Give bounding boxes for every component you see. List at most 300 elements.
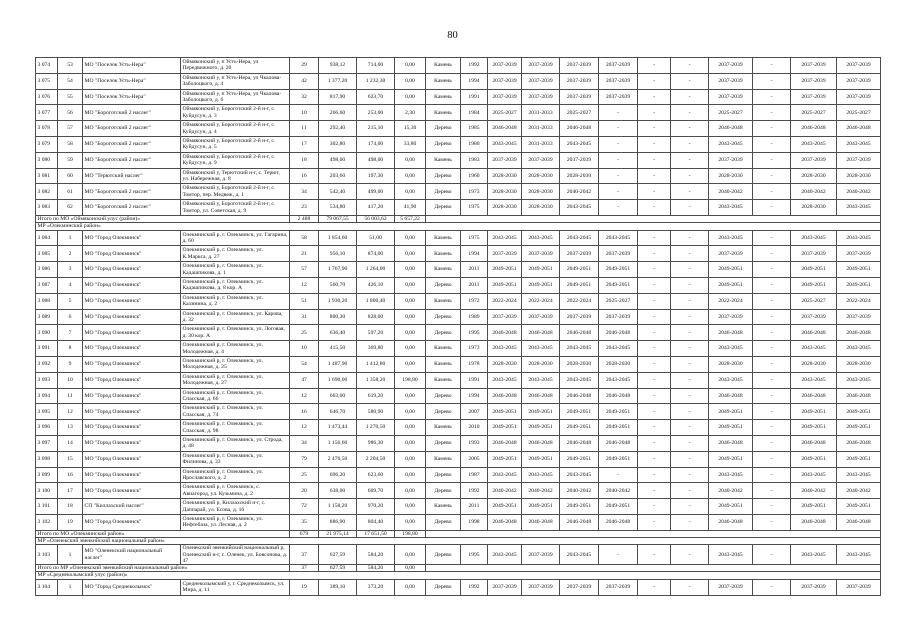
cell-period-2: 2022-2024 [522,293,560,309]
cell-period-3: 2037-2039 [560,152,599,168]
cell-area-residential: 597,20 [357,325,395,341]
cell-period-10: 2037-2039 [837,246,881,262]
cell-period-5: - [638,105,671,121]
cell-period-9: 2046-2048 [791,435,837,451]
cell-row-number: 60 [58,168,83,184]
cell-period-10: 2046-2048 [837,121,881,137]
cell-year-built: 1980 [461,136,488,152]
cell-period-2: 2028-2030 [522,168,560,184]
cell-period-3: 2037-2039 [560,579,599,595]
total-value-2: 79 067,55 [319,215,357,222]
cell-period-5: - [638,184,671,200]
cell-units: 54 [290,356,319,372]
cell-period-7: 2043-2045 [709,200,753,216]
cell-period-10: 2025-2027 [837,105,881,121]
total-empty [426,530,881,537]
cell-period-9: 2043-2045 [791,230,837,246]
cell-address: Олекминский р, г. Олекминск, ул. Филинова, д. 33 [181,451,290,467]
cell-period-8: - [753,277,791,293]
total-value-2: 627,59 [319,565,357,572]
cell-wall-material: Дерево [426,168,461,184]
cell-area-total: 203,60 [319,168,357,184]
table-row [36,136,881,152]
cell-period-3: 2037-2039 [560,89,599,105]
cell-period-6: - [671,435,709,451]
cell-period-6: - [671,499,709,515]
cell-period-4: 2037-2039 [599,89,638,105]
cell-period-7: 2046-2048 [709,514,753,530]
cell-period-6: - [671,184,709,200]
cell-period-1: 2043-2045 [488,230,522,246]
cell-wall-material: Дерево [426,404,461,420]
cell-period-8: - [753,168,791,184]
cell-units: 51 [290,293,319,309]
cell-area-total: 266,60 [319,105,357,121]
cell-period-6: - [671,404,709,420]
cell-period-9: 2037-2039 [791,579,837,595]
cell-period-1: 2043-2045 [488,341,522,357]
section-label: МР «Среднеколымский улус (район)» [36,572,881,579]
cell-area-total: 542,40 [319,184,357,200]
cell-period-10: 2040-2042 [837,184,881,200]
cell-period-1: 2049-2051 [488,277,522,293]
cell-period-7: 2022-2024 [709,293,753,309]
cell-period-4: 2049-2051 [599,277,638,293]
cell-period-5: - [638,579,671,595]
cell-area-residential: 804,40 [357,514,395,530]
table-row [36,404,881,420]
cell-period-9: 2025-2027 [791,293,837,309]
cell-year-built: 1987 [461,467,488,483]
cell-area-residential: 174,00 [357,136,395,152]
cell-area-total: 1 767,90 [319,262,357,278]
cell-period-1: 2040-2042 [488,483,522,499]
cell-municipality: МО "Город Олекминск" [83,404,181,420]
cell-period-1: 2037-2039 [488,89,522,105]
cell-municipality: МО "Город Олекминск" [83,435,181,451]
cell-period-2: 2049-2051 [522,420,560,436]
cell-units: 79 [290,451,319,467]
cell-period-2: 2049-2051 [522,277,560,293]
cell-period-3: 2046-2048 [560,388,599,404]
cell-area-nonresidential: 0,00 [395,309,426,325]
cell-area-residential: 51,00 [357,230,395,246]
page-number: 80 [447,30,458,41]
cell-record-id: 3 080 [36,152,58,168]
cell-period-9: 2049-2051 [791,404,837,420]
cell-period-1: 2046-2048 [488,435,522,451]
cell-year-built: 1994 [461,388,488,404]
cell-period-4: - [599,467,638,483]
cell-wall-material: Дерево [426,579,461,595]
cell-year-built: 1989 [461,309,488,325]
cell-period-3: 2049-2051 [560,420,599,436]
cell-row-number: 11 [58,388,83,404]
cell-municipality: МО "Город Олекминск" [83,356,181,372]
cell-wall-material: Камень [426,152,461,168]
cell-period-8: - [753,435,791,451]
cell-address: Олекминский р, г. Олекминск, ул. Карова, д. 32 [181,309,290,325]
cell-row-number: 58 [58,136,83,152]
cell-period-9: 2037-2039 [791,152,837,168]
cell-row-number: 61 [58,184,83,200]
cell-period-1: 2049-2051 [488,404,522,420]
cell-period-8: - [753,514,791,530]
cell-period-3: 2043-2045 [560,230,599,246]
cell-period-2: 2031-2033 [522,105,560,121]
cell-year-built: 1960 [461,168,488,184]
cell-area-nonresidential: 0,00 [395,277,426,293]
cell-period-6: - [671,514,709,530]
table-row [36,152,881,168]
cell-year-built: 1991 [461,89,488,105]
cell-row-number: 3 [58,262,83,278]
cell-address: Олекминский р, г. Олекминск, с. Авиагород, ул. Кузьмина, д. 2 [181,483,290,499]
cell-period-3: 2049-2051 [560,277,599,293]
cell-municipality: МО "Бороготский 2 наслег" [83,136,181,152]
cell-period-10: 2046-2048 [837,435,881,451]
cell-record-id: 3 075 [36,73,58,89]
cell-year-built: 1992 [461,483,488,499]
cell-period-4: 2040-2042 [599,483,638,499]
cell-area-residential: 1 412,80 [357,356,395,372]
cell-period-9: 2028-2030 [791,356,837,372]
cell-period-6: - [671,136,709,152]
cell-address: Олекминский р, г. Олекминск, ул. Спасская, д. 74 [181,404,290,420]
cell-municipality: МО "Город Олекминск" [83,293,181,309]
cell-record-id: 3 079 [36,136,58,152]
cell-area-total: 1 473,44 [319,420,357,436]
cell-period-5: - [638,277,671,293]
cell-record-id: 3 097 [36,435,58,451]
cell-record-id: 3 083 [36,200,58,216]
cell-period-4: - [599,136,638,152]
cell-period-6: - [671,451,709,467]
cell-wall-material: Камень [426,246,461,262]
cell-period-10: 2037-2039 [837,152,881,168]
cell-row-number: 62 [58,200,83,216]
cell-area-residential: 417,20 [357,200,395,216]
cell-units: 23 [290,200,319,216]
cell-period-3: 2049-2051 [560,404,599,420]
cell-period-8: - [753,293,791,309]
cell-area-residential: 970,20 [357,499,395,515]
cell-area-total: 1 930,20 [319,293,357,309]
cell-area-nonresidential: 0,00 [395,467,426,483]
cell-period-7: 2049-2051 [709,451,753,467]
cell-address: Олекминский р, г. Олекминск, ул. Молодежная, д. 25 [181,356,290,372]
cell-period-8: - [753,404,791,420]
cell-year-built: 2005 [461,451,488,467]
cell-area-residential: 623,70 [357,89,395,105]
cell-period-1: 2046-2048 [488,514,522,530]
cell-period-1: 2037-2039 [488,152,522,168]
cell-period-5: - [638,467,671,483]
cell-units: 37 [290,545,319,565]
cell-units: 25 [290,467,319,483]
cell-address: Олекминский р, г. Олекминск, ул. Молодежная, д. 27 [181,372,290,388]
cell-period-9: 2049-2051 [791,277,837,293]
cell-address: Олекминский р, г. Олекминск, ул. Молодежная, д. 4 [181,341,290,357]
cell-period-7: 2043-2045 [709,230,753,246]
cell-record-id: 3 101 [36,499,58,515]
total-label: Итого по МР «Оленекский эвенкийский национальный район» [36,565,290,572]
cell-area-residential: 1 358,20 [357,372,395,388]
cell-period-4: - [599,200,638,216]
cell-area-total: 696,20 [319,467,357,483]
cell-period-1: 2022-2024 [488,293,522,309]
cell-period-10: 2040-2042 [837,483,881,499]
cell-row-number: 4 [58,277,83,293]
cell-year-built: 1973 [461,184,488,200]
table-row [36,467,881,483]
cell-record-id: 3 078 [36,121,58,137]
cell-municipality: МО "Город Олекминск" [83,341,181,357]
cell-wall-material: Дерево [426,435,461,451]
cell-municipality: МО "Город Олекминск" [83,514,181,530]
cell-area-total: 663,00 [319,388,357,404]
cell-period-1: 2028-2030 [488,184,522,200]
cell-year-built: 1991 [461,372,488,388]
cell-address: Оймяконский у, п Усть-Нера, ул Чкалова-Заболоцкого, д. 4 [181,73,290,89]
cell-year-built: 2007 [461,404,488,420]
cell-area-nonresidential: 0,00 [395,325,426,341]
cell-area-nonresidential: 0,00 [395,514,426,530]
cell-period-9: 2037-2039 [791,246,837,262]
cell-period-10: 2049-2051 [837,277,881,293]
cell-period-1: 2049-2051 [488,262,522,278]
cell-period-10: 2043-2045 [837,341,881,357]
table-row [36,277,881,293]
cell-record-id: 3 091 [36,341,58,357]
cell-municipality: МО "Оленекский национальный наслег" [83,545,181,565]
cell-period-1: 2043-2045 [488,545,522,565]
cell-period-10: 2049-2051 [837,262,881,278]
cell-row-number: 12 [58,404,83,420]
cell-area-nonresidential: 0,00 [395,341,426,357]
cell-area-total: 292,40 [319,121,357,137]
cell-period-10: 2046-2048 [837,325,881,341]
cell-period-10: 2037-2039 [837,73,881,89]
cell-period-1: 2049-2051 [488,499,522,515]
cell-period-4: 2049-2051 [599,404,638,420]
cell-period-1: 2046-2048 [488,325,522,341]
cell-period-8: - [753,325,791,341]
cell-period-2: 2046-2048 [522,325,560,341]
cell-area-residential: 714,00 [357,58,395,74]
cell-row-number: 1 [58,545,83,565]
table-row [36,420,881,436]
cell-area-residential: 253,00 [357,105,395,121]
cell-period-9: 2040-2042 [791,483,837,499]
cell-period-5: - [638,325,671,341]
cell-address: Олекминский р, г. Олекминск, ул. Нефтебаза, ул. Лесная, д. 2 [181,514,290,530]
cell-period-1: 2028-2030 [488,168,522,184]
cell-period-4: 2049-2051 [599,420,638,436]
cell-area-nonresidential: 0,00 [395,420,426,436]
table-row [36,230,881,246]
cell-municipality: МО "Бороготский 2 наслег" [83,200,181,216]
cell-address: Олекминский р, г. Олекминск, ул. Кадашпикова, д. 8 кор. А [181,277,290,293]
cell-period-3: 2028-2030 [560,168,599,184]
cell-area-residential: 609,70 [357,483,395,499]
cell-units: 12 [290,420,319,436]
cell-units: 32 [290,89,319,105]
cell-period-4: 2046-2048 [599,325,638,341]
cell-period-7: 2037-2039 [709,58,753,74]
cell-period-9: 2049-2051 [791,262,837,278]
total-label: Итого по МО «Оймяконский улус (район)» [36,215,290,222]
cell-period-10: 2049-2051 [837,499,881,515]
cell-period-2: 2049-2051 [522,262,560,278]
cell-period-9: 2037-2039 [791,89,837,105]
cell-address: Оймяконский у, Бороготский 2-й н-г, с. Томтор, ул. Советская, д. 9 [181,200,290,216]
table-row [36,372,881,388]
cell-period-8: - [753,499,791,515]
table-row [36,105,881,121]
cell-area-total: 627,59 [319,545,357,565]
cell-units: 17 [290,136,319,152]
table-row [36,262,881,278]
cell-year-built: 1993 [461,435,488,451]
cell-period-9: 2043-2045 [791,372,837,388]
cell-area-residential: 426,10 [357,277,395,293]
cell-record-id: 3 090 [36,325,58,341]
cell-period-3: 2043-2045 [560,372,599,388]
cell-area-residential: 874,00 [357,246,395,262]
total-value-1: 2 488 [290,215,319,222]
total-value-3: 56 003,62 [357,215,395,222]
cell-record-id: 3 077 [36,105,58,121]
cell-year-built: 1995 [461,325,488,341]
cell-period-8: - [753,262,791,278]
cell-address: Оймяконский у, п Усть-Нера, ул Передвижного, д. 20 [181,58,290,74]
cell-area-residential: 215,10 [357,121,395,137]
table-row [36,545,881,565]
cell-period-9: 2043-2045 [791,341,837,357]
cell-period-6: - [671,168,709,184]
cell-row-number: 15 [58,451,83,467]
total-value-3: 17 651,50 [357,530,395,537]
cell-area-residential: 499,00 [357,184,395,200]
cell-area-nonresidential: 0,00 [395,152,426,168]
cell-wall-material: Камень [426,420,461,436]
cell-period-4: - [599,152,638,168]
cell-period-9: 2049-2051 [791,420,837,436]
cell-period-10: 2028-2030 [837,356,881,372]
cell-record-id: 3 099 [36,467,58,483]
cell-year-built: 2011 [461,262,488,278]
cell-record-id: 3 098 [36,451,58,467]
cell-address: Олекминский р, г. Олекминск, ул. Спасская, д. 98 [181,420,290,436]
total-value-4: 0,00 [395,565,426,572]
cell-year-built: 1994 [461,246,488,262]
cell-record-id: 3 096 [36,420,58,436]
cell-period-6: - [671,246,709,262]
cell-period-4: - [599,184,638,200]
cell-area-total: 800,30 [319,309,357,325]
cell-address: Олекминский р, г. Олекминск, ул. Логовая, д. 30 кор. А [181,325,290,341]
cell-period-5: - [638,420,671,436]
cell-address: Оленекский эвенкийский национальный р, Оленекский н-г, с. Оленек, ул. Бовсонова, д. 47 [181,545,290,565]
cell-area-residential: 1 232,30 [357,73,395,89]
cell-units: 34 [290,184,319,200]
cell-units: 20 [290,483,319,499]
cell-period-10: 2043-2045 [837,372,881,388]
cell-period-9: 2046-2048 [791,325,837,341]
table-row [36,451,881,467]
cell-area-residential: 623,60 [357,467,395,483]
cell-period-5: - [638,309,671,325]
cell-period-9: 2043-2045 [791,136,837,152]
cell-area-nonresidential: 0,00 [395,230,426,246]
cell-period-9: 2037-2039 [791,309,837,325]
table-row [36,293,881,309]
cell-area-total: 646,70 [319,404,357,420]
cell-row-number: 1 [58,579,83,595]
cell-period-8: - [753,467,791,483]
cell-wall-material: Камень [426,58,461,74]
cell-address: Олекминский р, г. Олекминск, ул. К.Маркса, д. 27 [181,246,290,262]
cell-record-id: 3 085 [36,246,58,262]
cell-address: Оймяконский у, Бороготский 2-й н-г, с. Томтор, пер. Медвеж, д. 1 [181,184,290,200]
cell-period-10: 2037-2039 [837,579,881,595]
cell-row-number: 53 [58,58,83,74]
cell-period-5: - [638,121,671,137]
cell-period-7: 2049-2051 [709,404,753,420]
cell-period-9: 2043-2045 [791,545,837,565]
cell-period-3: 2049-2051 [560,451,599,467]
cell-period-8: - [753,451,791,467]
cell-wall-material: Дерево [426,277,461,293]
cell-municipality: МО "Поселок Усть-Нера" [83,89,181,105]
cell-municipality: МО "Город Среднеколымск" [83,579,181,595]
cell-record-id: 3 081 [36,168,58,184]
cell-period-8: - [753,545,791,565]
cell-area-nonresidential: 15,30 [395,121,426,137]
cell-period-5: - [638,499,671,515]
cell-period-7: 2043-2045 [709,545,753,565]
cell-row-number: 59 [58,152,83,168]
cell-units: 16 [290,168,319,184]
cell-wall-material: Дерево [426,545,461,565]
cell-period-2: 2043-2045 [522,372,560,388]
cell-municipality: МО "Город Олекминск" [83,467,181,483]
cell-record-id: 3 100 [36,483,58,499]
cell-period-8: - [753,136,791,152]
cell-address: Оймяконский у, Терютский н-г, с. Терют, ул. Набережная, д. 8 [181,168,290,184]
cell-area-residential: 580,90 [357,404,395,420]
cell-period-4: 2046-2048 [599,435,638,451]
cell-period-2: 2046-2048 [522,388,560,404]
cell-period-2: 2028-2030 [522,200,560,216]
cell-period-2: 2028-2030 [522,184,560,200]
cell-area-total: 534,80 [319,200,357,216]
cell-municipality: МО "Бороготский 2 наслег" [83,105,181,121]
cell-row-number: 57 [58,121,83,137]
cell-area-total: 817,90 [319,89,357,105]
cell-period-2: 2046-2048 [522,435,560,451]
cell-units: 18 [290,152,319,168]
cell-period-8: - [753,58,791,74]
cell-period-1: 2049-2051 [488,451,522,467]
cell-period-4: - [599,545,638,565]
cell-period-4: 2049-2051 [599,499,638,515]
cell-units: 21 [290,246,319,262]
cell-period-2: 2040-2042 [522,483,560,499]
cell-period-6: - [671,105,709,121]
cell-period-4: 2046-2048 [599,388,638,404]
